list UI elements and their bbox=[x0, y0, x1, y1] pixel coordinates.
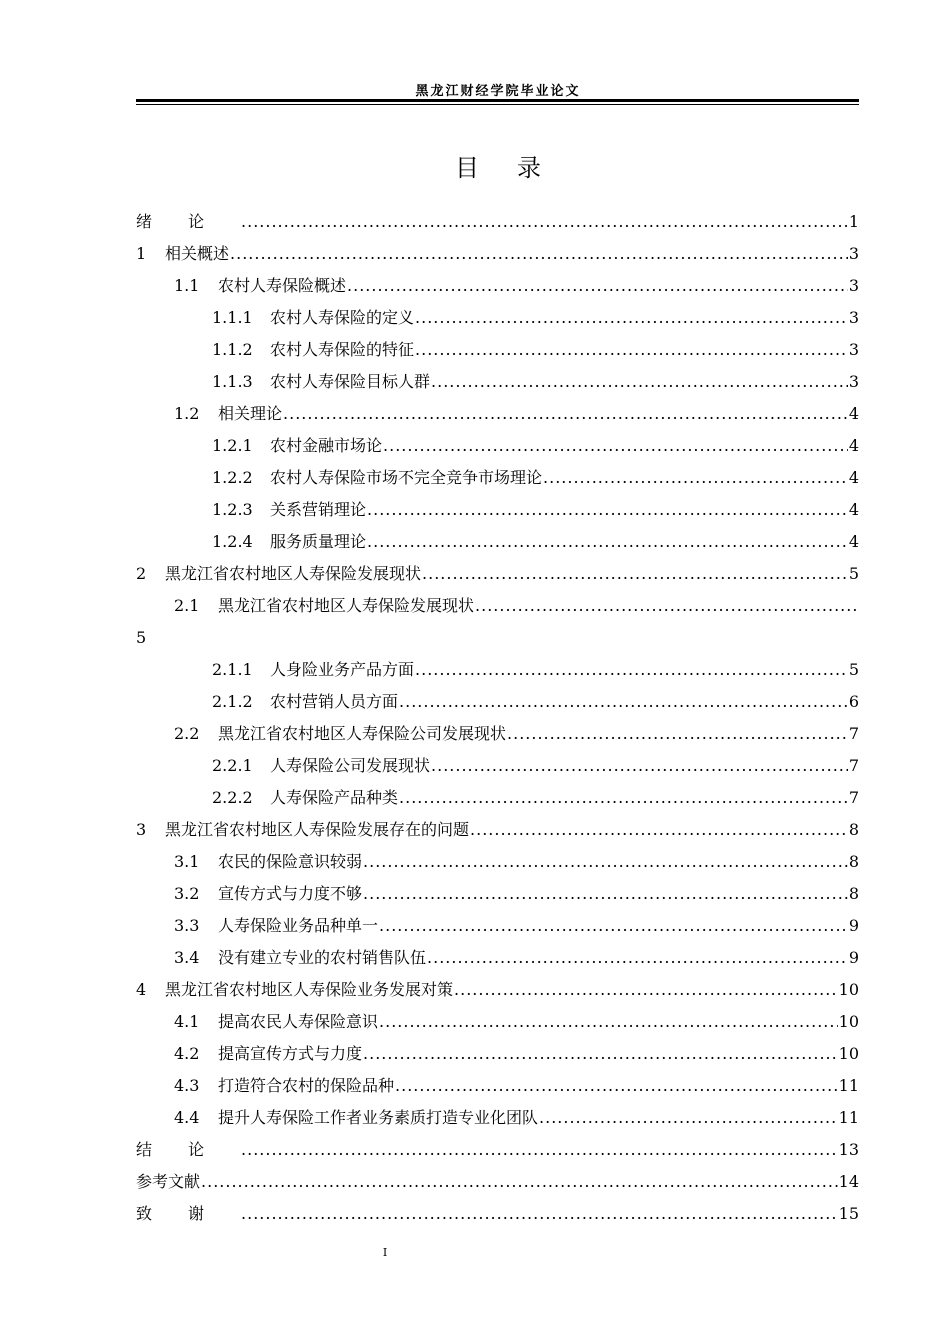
toc-entry-number: 1.2 bbox=[174, 404, 200, 423]
toc-entry[interactable] bbox=[136, 782, 859, 814]
toc-entry-title: 黑龙江省农村地区人寿保险业务发展对策 bbox=[165, 980, 454, 999]
toc-entry-title: 黑龙江省农村地区人寿保险发展存在的问题 bbox=[165, 820, 470, 839]
toc-entry[interactable] bbox=[136, 366, 859, 398]
toc-leader-dots bbox=[363, 1038, 838, 1070]
toc-leader-dots bbox=[543, 462, 848, 494]
toc-entry-page: 11 bbox=[838, 1076, 859, 1095]
toc-entry-number: 2.1 bbox=[174, 596, 200, 615]
toc-entry-number: 2 bbox=[136, 564, 147, 583]
toc-entry-title: 相关概述 bbox=[165, 244, 230, 263]
toc-entry[interactable] bbox=[136, 910, 859, 942]
toc-entry-page: 7 bbox=[848, 724, 859, 743]
toc-entry[interactable] bbox=[136, 814, 859, 846]
toc-leader-dots bbox=[470, 814, 848, 846]
toc-entry[interactable] bbox=[136, 238, 859, 270]
toc-entry-number: 4.1 bbox=[174, 1012, 200, 1031]
toc-entry-number: 4.2 bbox=[174, 1044, 200, 1063]
toc-entry-number: 1.2.4 bbox=[212, 532, 253, 551]
toc-entry-number: 1.2.3 bbox=[212, 500, 253, 519]
toc-entry-page: 15 bbox=[838, 1204, 859, 1223]
header-rule-thick bbox=[136, 99, 859, 102]
running-header: 黑龙江财经学院毕业论文 bbox=[415, 84, 581, 99]
toc-leader-dots bbox=[395, 1070, 838, 1102]
toc-entry-title: 提高宣传方式与力度 bbox=[218, 1044, 363, 1063]
toc-entry-page: 8 bbox=[848, 820, 859, 839]
toc-entry-page: 3 bbox=[848, 372, 859, 391]
toc-entry-number: 4.3 bbox=[174, 1076, 200, 1095]
toc-leader-dots bbox=[415, 654, 848, 686]
toc-entry-title: 农村营销人员方面 bbox=[270, 692, 399, 711]
toc-entry-title: 农民的保险意识较弱 bbox=[218, 852, 363, 871]
toc-entry[interactable] bbox=[136, 1134, 859, 1166]
toc-entry-page: 1 bbox=[848, 212, 859, 231]
toc-entry[interactable] bbox=[136, 558, 859, 590]
toc-entry[interactable] bbox=[136, 430, 859, 462]
toc-entry-title: 农村人寿保险目标人群 bbox=[270, 372, 431, 391]
toc-entry[interactable] bbox=[136, 718, 859, 750]
toc-entry-title: 农村人寿保险的定义 bbox=[270, 308, 415, 327]
toc-title: 目录 bbox=[455, 154, 579, 182]
toc-leader-dots bbox=[427, 942, 848, 974]
toc-leader-dots bbox=[539, 1102, 838, 1134]
toc-entry-title: 相关理论 bbox=[218, 404, 283, 423]
toc-entry-page: 4 bbox=[848, 500, 859, 519]
toc-entry-page: 4 bbox=[848, 532, 859, 551]
toc-entry-number: 4.4 bbox=[174, 1108, 200, 1127]
toc-entry-page: 3 bbox=[848, 244, 859, 263]
toc-leader-dots bbox=[475, 590, 858, 622]
toc-entry-title: 宣传方式与力度不够 bbox=[218, 884, 363, 903]
toc-entry-page: 11 bbox=[838, 1108, 859, 1127]
toc-entry[interactable] bbox=[136, 494, 859, 526]
toc-entry-title: 农村金融市场论 bbox=[270, 436, 383, 455]
toc-entry-page: 5 bbox=[848, 564, 859, 583]
toc-leader-dots bbox=[399, 782, 848, 814]
toc-entry-page: 3 bbox=[848, 340, 859, 359]
toc-entry-title: 没有建立专业的农村销售队伍 bbox=[218, 948, 427, 967]
toc-entry-page: 3 bbox=[848, 276, 859, 295]
toc-entry-number: 1.1.1 bbox=[212, 308, 253, 327]
toc-entry-number: 3 bbox=[136, 820, 147, 839]
toc-leader-dots bbox=[399, 686, 848, 718]
toc-entry-number: 1.2.1 bbox=[212, 436, 253, 455]
toc-entry[interactable] bbox=[136, 1038, 859, 1070]
toc-entry[interactable] bbox=[136, 974, 859, 1006]
toc-leader-dots bbox=[383, 430, 848, 462]
toc-leader-dots bbox=[283, 398, 848, 430]
toc-entry-title: 打造符合农村的保险品种 bbox=[218, 1076, 395, 1095]
toc-leader-dots bbox=[415, 302, 848, 334]
toc-entry-title: 农村人寿保险的特征 bbox=[270, 340, 415, 359]
toc-leader-dots bbox=[379, 910, 848, 942]
page-number: I bbox=[382, 1246, 388, 1259]
toc-entry-title: 农村人寿保险概述 bbox=[218, 276, 347, 295]
toc-entry-page: 4 bbox=[848, 436, 859, 455]
toc-entry-page: 9 bbox=[848, 948, 859, 967]
toc-leader-dots bbox=[241, 1134, 838, 1166]
toc-leader-dots bbox=[422, 558, 848, 590]
toc-entry[interactable] bbox=[136, 1070, 859, 1102]
toc-entry-title: 人身险业务产品方面 bbox=[270, 660, 415, 679]
toc-leader-dots bbox=[431, 750, 848, 782]
toc-entry-title: 关系营销理论 bbox=[270, 500, 367, 519]
toc-entry[interactable] bbox=[136, 526, 859, 558]
toc-entry-title: 致谢 bbox=[136, 1204, 241, 1223]
toc-entry-page: 6 bbox=[848, 692, 859, 711]
toc-entry[interactable] bbox=[136, 1102, 859, 1134]
toc-leader-dots bbox=[201, 1166, 838, 1198]
toc-entry[interactable] bbox=[136, 206, 859, 238]
toc-entry[interactable] bbox=[136, 398, 859, 430]
toc-entry-page: 13 bbox=[838, 1140, 859, 1159]
toc-entry-number: 2.1.2 bbox=[212, 692, 253, 711]
header-rule-thin bbox=[136, 104, 859, 105]
toc-entry-title: 黑龙江省农村地区人寿保险发展现状 bbox=[165, 564, 422, 583]
toc-entry-number: 1.1.2 bbox=[212, 340, 253, 359]
toc-entry-title: 人寿保险业务品种单一 bbox=[218, 916, 379, 935]
toc-entry-title: 人寿保险公司发展现状 bbox=[270, 756, 431, 775]
toc-entry-title: 农村人寿保险市场不完全竞争市场理论 bbox=[270, 468, 543, 487]
toc-entry-page: 3 bbox=[848, 308, 859, 327]
toc-entry-page: 4 bbox=[848, 468, 859, 487]
toc-leader-dots bbox=[507, 718, 848, 750]
toc-entry[interactable] bbox=[136, 750, 859, 782]
toc-leader-dots bbox=[363, 846, 848, 878]
toc-entry-page: 7 bbox=[848, 788, 859, 807]
toc-leader-dots bbox=[241, 206, 848, 238]
toc-entry-title: 绪论 bbox=[136, 212, 241, 231]
toc-leader-dots bbox=[431, 366, 848, 398]
toc-entry-page: 14 bbox=[838, 1172, 859, 1191]
toc-leader-dots bbox=[367, 494, 848, 526]
toc-leader-dots bbox=[379, 1006, 838, 1038]
toc-leader-dots bbox=[367, 526, 848, 558]
toc-entry[interactable] bbox=[136, 270, 859, 302]
toc-entry[interactable] bbox=[136, 686, 859, 718]
toc-entry-page: 5 bbox=[848, 660, 859, 679]
toc-entry-number: 2.2.2 bbox=[212, 788, 253, 807]
toc-entry[interactable] bbox=[136, 590, 859, 622]
toc-entry-number: 2.2.1 bbox=[212, 756, 253, 775]
toc-entry[interactable] bbox=[136, 654, 859, 686]
table-of-contents bbox=[136, 206, 859, 1230]
toc-entry-title: 服务质量理论 bbox=[270, 532, 367, 551]
toc-entry-title: 参考文献 bbox=[136, 1172, 201, 1191]
toc-entry-title: 人寿保险产品种类 bbox=[270, 788, 399, 807]
toc-entry-number: 3.4 bbox=[174, 948, 200, 967]
toc-entry-title: 黑龙江省农村地区人寿保险公司发展现状 bbox=[218, 724, 507, 743]
toc-entry-number: 1 bbox=[136, 244, 147, 263]
toc-entry[interactable] bbox=[136, 462, 859, 494]
toc-entry[interactable] bbox=[136, 1198, 859, 1230]
toc-entry-number: 2.1.1 bbox=[212, 660, 253, 679]
toc-entry-page: 10 bbox=[838, 1044, 859, 1063]
toc-leader-dots bbox=[347, 270, 848, 302]
toc-leader-dots bbox=[363, 878, 848, 910]
toc-entry-number: 1.2.2 bbox=[212, 468, 253, 487]
toc-entry-number: 1.1 bbox=[174, 276, 200, 295]
toc-entry-page: 10 bbox=[838, 980, 859, 999]
toc-entry-title: 结论 bbox=[136, 1140, 241, 1159]
toc-entry-page: 8 bbox=[848, 852, 859, 871]
toc-leader-dots bbox=[241, 1198, 838, 1230]
toc-entry-title: 黑龙江省农村地区人寿保险发展现状 bbox=[218, 596, 475, 615]
toc-entry[interactable] bbox=[136, 302, 859, 334]
toc-entry-number: 2.2 bbox=[174, 724, 200, 743]
toc-leader-dots bbox=[415, 334, 848, 366]
toc-entry-number: 3.2 bbox=[174, 884, 200, 903]
toc-entry-page: 4 bbox=[848, 404, 859, 423]
toc-entry-page: 9 bbox=[848, 916, 859, 935]
toc-entry[interactable] bbox=[136, 942, 859, 974]
toc-entry[interactable] bbox=[136, 1006, 859, 1038]
toc-entry-page: 10 bbox=[838, 1012, 859, 1031]
toc-entry-page: 5 bbox=[136, 628, 147, 647]
toc-entry[interactable] bbox=[136, 334, 859, 366]
toc-entry[interactable] bbox=[136, 878, 859, 910]
toc-entry-number: 1.1.3 bbox=[212, 372, 253, 391]
toc-leader-dots bbox=[230, 238, 848, 270]
toc-leader-dots bbox=[454, 974, 838, 1006]
toc-entry-number: 4 bbox=[136, 980, 147, 999]
toc-entry-title: 提高农民人寿保险意识 bbox=[218, 1012, 379, 1031]
toc-entry-number: 3.3 bbox=[174, 916, 200, 935]
toc-entry-title: 提升人寿保险工作者业务素质打造专业化团队 bbox=[218, 1108, 539, 1127]
toc-entry[interactable] bbox=[136, 1166, 859, 1198]
toc-entry-page: 7 bbox=[848, 756, 859, 775]
toc-entry-number: 3.1 bbox=[174, 852, 200, 871]
toc-entry[interactable] bbox=[136, 846, 859, 878]
toc-entry-page: 8 bbox=[848, 884, 859, 903]
